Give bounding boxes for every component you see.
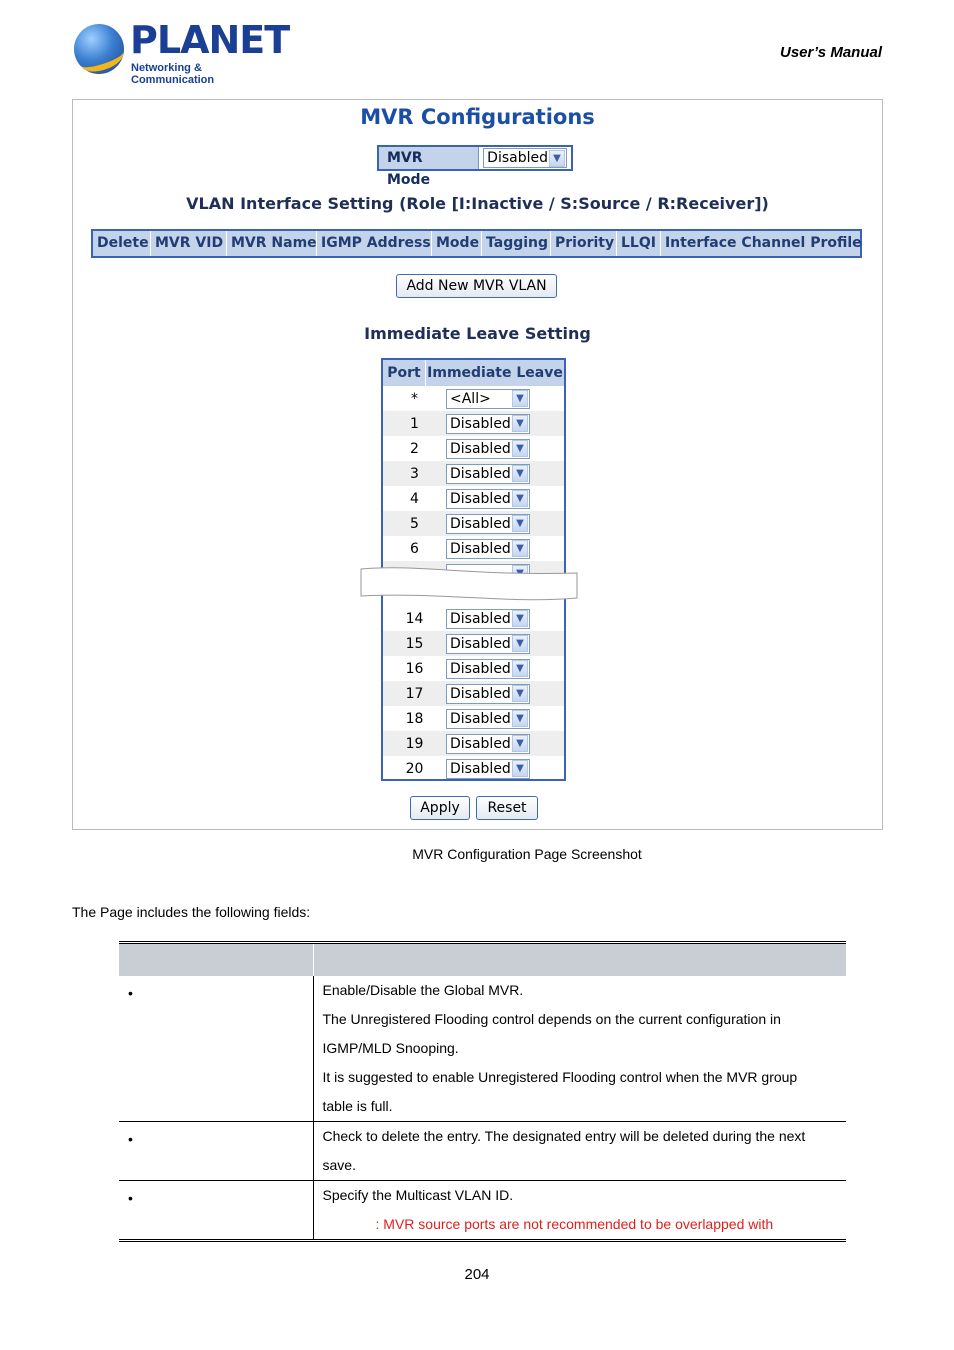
select-value: Disabled (450, 660, 511, 677)
immediate-leave-select[interactable] (446, 539, 530, 559)
chevron-down-icon: ▼ (512, 440, 528, 457)
col-immediate-leave: Immediate Leave (427, 365, 563, 381)
select-value: Disabled (450, 735, 511, 752)
chevron-down-icon: ▼ (512, 660, 528, 677)
add-new-mvr-vlan-button[interactable]: Add New MVR VLAN (396, 274, 557, 298)
chevron-down-icon: ▼ (549, 150, 565, 167)
page-title: MVR Configurations (360, 105, 595, 129)
col-interface-channel-profile: Interface Channel Profile (664, 235, 862, 251)
reset-button[interactable]: Reset (476, 796, 538, 820)
chevron-down-icon: ▼ (512, 685, 528, 702)
port-label: 3 (410, 465, 419, 482)
fields-table (119, 941, 846, 1242)
chevron-down-icon: ▼ (512, 540, 528, 557)
select-value: Disabled (450, 635, 511, 652)
mvr-mode-box (377, 145, 573, 188)
immediate-leave-header (383, 360, 564, 386)
logo-wordmark: PLANET (130, 18, 290, 62)
immediate-leave-select[interactable] (446, 439, 530, 459)
table-row (383, 731, 564, 756)
description-line: IGMP/MLD Snooping. (322, 1039, 459, 1056)
port-label: 18 (405, 710, 424, 727)
immediate-leave-select[interactable] (446, 489, 530, 509)
select-value: Disabled (450, 440, 511, 457)
select-value: <All> (450, 390, 491, 407)
table-row (383, 606, 564, 631)
chevron-down-icon: ▼ (512, 610, 528, 627)
chevron-down-icon: ▼ (512, 390, 528, 407)
chevron-down-icon: ▼ (512, 710, 528, 727)
table-row (383, 386, 564, 411)
description-line: Check to delete the entry. The designated entry will be deleted during the next (322, 1128, 806, 1144)
bullet: • (128, 1190, 133, 1206)
col-priority: Priority (551, 231, 617, 256)
immediate-leave-select[interactable] (446, 464, 530, 484)
table-row (383, 461, 564, 486)
description-cell (313, 1122, 846, 1181)
vlan-setting-title: VLAN Interface Setting (Role [I:Inactive / S:Source / R:Receiver]) (186, 194, 769, 213)
bullet: • (128, 984, 133, 1001)
immediate-leave-select[interactable] (446, 734, 530, 754)
torn-break-graphic (360, 566, 578, 606)
table-row (383, 511, 564, 536)
port-label: 14 (405, 610, 424, 627)
immediate-leave-select[interactable] (446, 759, 530, 779)
intro-text: The Page includes the following fields: (72, 904, 311, 920)
chevron-down-icon: ▼ (512, 415, 528, 432)
select-value: Disabled (450, 415, 511, 432)
description-line: The Unregistered Flooding control depends on the current configuration in (322, 1010, 781, 1027)
table-row (383, 631, 564, 656)
col-tagging: Tagging (482, 231, 551, 256)
immediate-leave-select[interactable] (446, 659, 530, 679)
table-row (119, 976, 846, 1122)
col-port: Port (383, 360, 426, 386)
table-row (119, 1181, 846, 1241)
immediate-leave-select[interactable] (446, 634, 530, 654)
mvr-mode-value: Disabled (487, 150, 548, 166)
immediate-leave-select[interactable] (446, 514, 530, 534)
chevron-down-icon: ▼ (512, 760, 528, 777)
table-row (383, 681, 564, 706)
select-value: Disabled (450, 710, 511, 727)
header-cell-object (119, 943, 313, 976)
chevron-down-icon: ▼ (512, 515, 528, 532)
table-row (383, 436, 564, 461)
port-label: 19 (405, 735, 424, 752)
screenshot-frame (72, 99, 883, 830)
select-value: Disabled (450, 610, 511, 627)
apply-button[interactable]: Apply (410, 796, 470, 820)
select-value: Disabled (450, 760, 511, 777)
port-label: 20 (405, 760, 424, 777)
col-mvr-name: MVR Name (227, 231, 317, 256)
bullet: • (128, 1131, 133, 1147)
fields-table-header (119, 943, 846, 976)
port-label: 2 (410, 440, 419, 457)
description-line: table is full. (322, 1097, 393, 1114)
immediate-leave-select[interactable] (446, 389, 530, 409)
header-cell-description (313, 943, 846, 976)
immediate-leave-select[interactable] (446, 684, 530, 704)
table-row (383, 656, 564, 681)
table-row (119, 1122, 846, 1181)
table-row (383, 486, 564, 511)
mvr-mode-label: MVR Mode (379, 147, 479, 169)
port-label: 1 (410, 415, 419, 432)
col-delete: Delete (93, 231, 151, 256)
select-value: Disabled (450, 465, 511, 482)
object-cell (119, 976, 313, 1122)
figure-caption: MVR Configuration Page Screenshot (412, 846, 642, 862)
description-line: It is suggested to enable Unregistered Flooding control when the MVR group (322, 1068, 798, 1085)
chevron-down-icon: ▼ (512, 635, 528, 652)
mvr-mode-select[interactable] (483, 148, 567, 168)
page-number: 204 (464, 1266, 490, 1283)
port-label: 6 (410, 540, 419, 557)
immediate-leave-select[interactable] (446, 609, 530, 629)
description-cell (313, 1181, 846, 1241)
object-cell (119, 1181, 313, 1241)
port-label: 5 (410, 515, 419, 532)
planet-logo (74, 18, 290, 86)
table-row (383, 756, 564, 781)
port-label: 16 (405, 660, 424, 677)
immediate-leave-title: Immediate Leave Setting (364, 324, 591, 343)
object-cell (119, 1122, 313, 1181)
manual-label: User’s Manual (780, 44, 882, 61)
immediate-leave-select[interactable] (446, 709, 530, 729)
col-mode: Mode (432, 231, 482, 256)
col-llqi: LLQI (617, 231, 661, 256)
table-row (383, 536, 564, 561)
table-row (383, 411, 564, 436)
chevron-down-icon: ▼ (512, 465, 528, 482)
immediate-leave-select[interactable] (446, 414, 530, 434)
select-value: Disabled (450, 540, 511, 557)
chevron-down-icon: ▼ (512, 490, 528, 507)
col-mvr-vid: MVR VID (151, 231, 227, 256)
description-line: save. (322, 1157, 356, 1173)
select-value: Disabled (450, 490, 511, 507)
description-line: Enable/Disable the Global MVR. (322, 981, 524, 998)
vlan-table-header (91, 229, 862, 258)
note-text: : MVR source ports are not recommended to be overlapped with (375, 1216, 774, 1232)
description-line: Specify the Multicast VLAN ID. (322, 1187, 514, 1203)
description-cell (313, 976, 846, 1122)
select-value: Disabled (450, 685, 511, 702)
chevron-down-icon: ▼ (512, 735, 528, 752)
port-label: 17 (405, 685, 424, 702)
logo-subtitle: Networking & Communication (131, 62, 215, 86)
col-igmp-address: IGMP Address (317, 231, 432, 256)
port-label: 15 (405, 635, 424, 652)
table-row (383, 706, 564, 731)
port-label: 4 (410, 490, 419, 507)
port-label: * (411, 390, 418, 407)
select-value: Disabled (450, 515, 511, 532)
